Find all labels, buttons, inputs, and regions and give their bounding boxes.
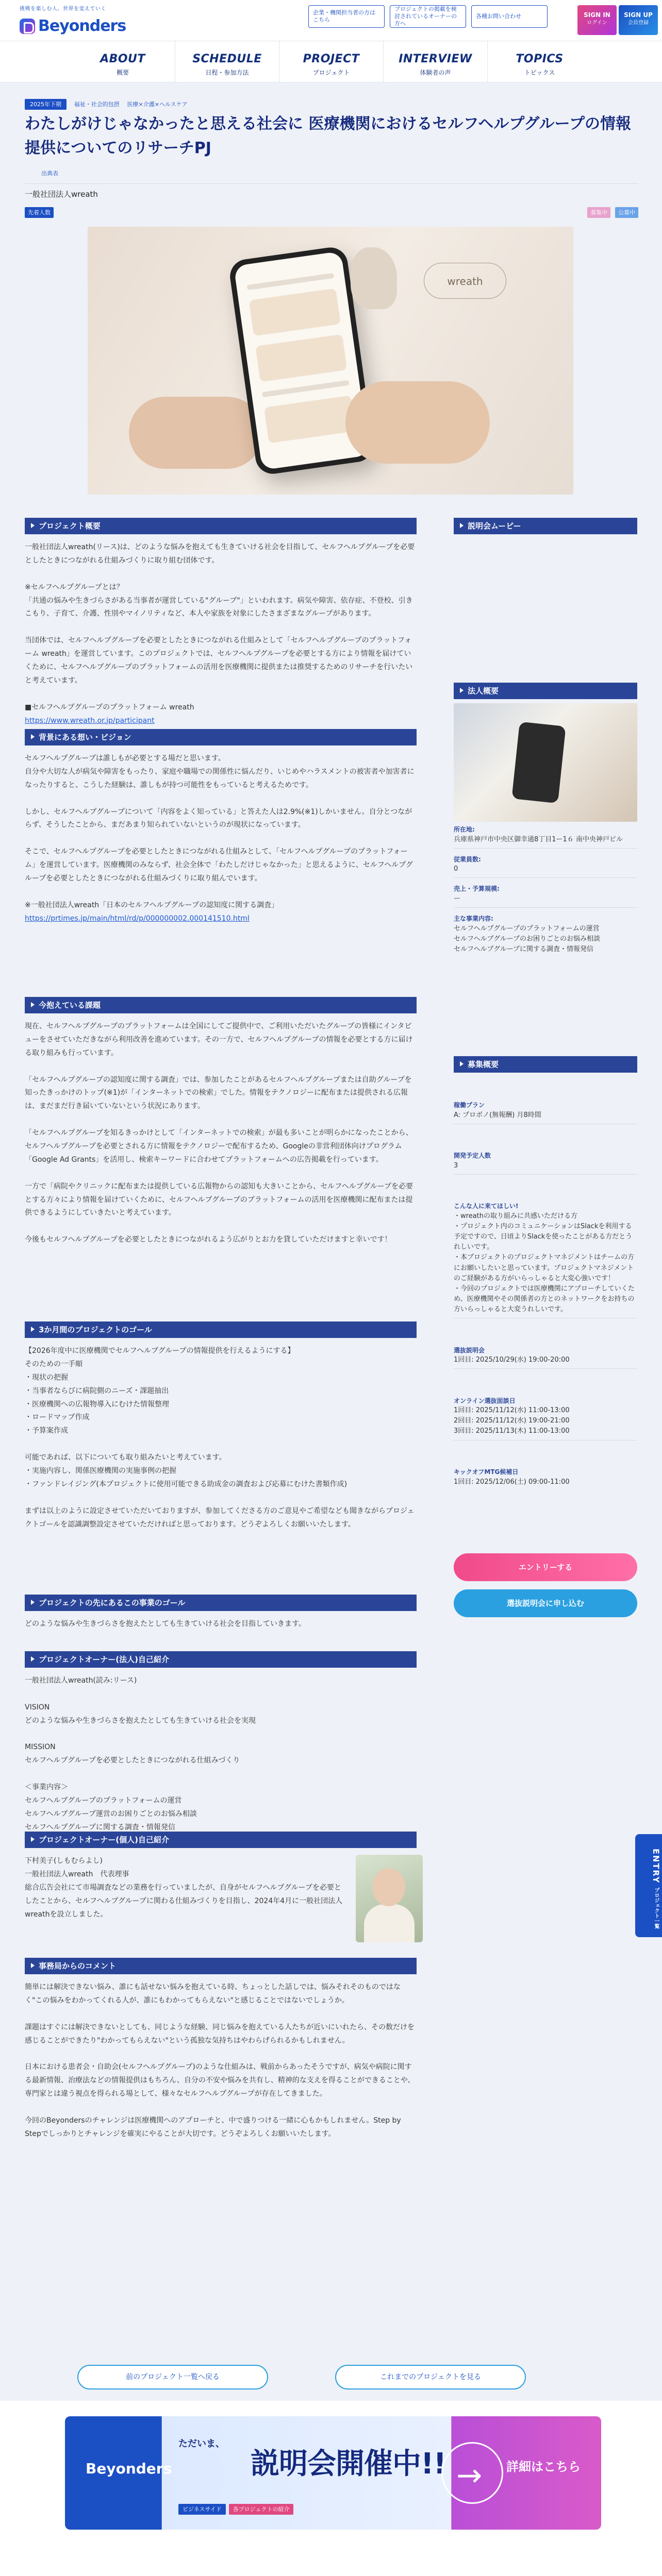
section-header-goal: 3か月間のプロジェクトのゴール — [25, 1321, 417, 1338]
corp-value: 兵庫県神戸市中央区御幸通8丁目1ー1６ 南中央神戸ビル — [454, 835, 623, 843]
corp-value: セルフヘルプグループのプラットフォームの運営 セルフヘルプグループのお困りごとのお悩み相談 セルフヘルプグループに関する調査・情報発信 — [454, 924, 601, 954]
corp-item — [454, 822, 637, 852]
nav-ja: 日程・参加方法 — [205, 69, 249, 77]
recruit-label: オンライン選抜面談日 — [454, 1397, 516, 1404]
recruit-label: こんな人に来てほしい! — [454, 1202, 519, 1210]
nav-item-topics[interactable] — [487, 41, 591, 82]
corporate-link[interactable]: 企業・機関担当者の方はこちら — [308, 5, 385, 28]
section-header-after: プロジェクトの先にあるこの事業のゴール — [25, 1595, 417, 1611]
corp-panel — [454, 703, 637, 958]
logo-text: Beyonders — [38, 16, 126, 35]
side-entry-tab[interactable] — [635, 1834, 662, 1937]
corp-value: 0 — [454, 865, 458, 873]
signin-button[interactable] — [577, 5, 617, 35]
hand-shape — [345, 381, 490, 464]
site-header — [0, 0, 662, 41]
corp-label: 所在地: — [454, 826, 475, 833]
overview-body — [25, 541, 417, 725]
signin-label: SIGN IN — [584, 11, 610, 19]
status-chips — [25, 206, 638, 222]
recruit-label: 稼働プラン — [454, 1101, 485, 1109]
arrow-right-icon — [441, 2442, 503, 2504]
project-tags — [25, 98, 188, 110]
overview-text: 一般社団法人wreath(リース)は、どのような悩みを抱えても生きていける社会を目指して、セルフヘルプグループを必要としたときにつながれる仕組みづくりに取り組む団体です。 ※セルフヘルプグループとは？ 「共通の悩みや生きづらさがある当事者が運営している"グループ"」といわれます。病気や障害、依存症、不登校、引きこもり、子育て、介護、性別やマイノリティなど、本人や家族を対象にしたさまざまなグループがあります。 当団体では、セルフヘルプグループを必要としたときにつながれる仕組みとして「セルフヘルプグループのプラットフォーム wreath」を運営しています。このプロジェクトでは、セルフヘルプグループを必要とする方により情報を届けていくために、セルフヘルプグループのプラットフォームの活用を医療機関に提供または推奨するためのリサーチを行いたいと考えています。 ■セルフヘルプグループのプラットフォーム wreath — [25, 543, 415, 711]
site-logo[interactable] — [20, 5, 138, 38]
owner-person-body: 下村美子(しもむらよし) 一般社団法人wreath 代表理事 総合広告会社にて市場調査などの業務を行っていましたが、自身がセルフヘルプグループを必要としたことから、セルフヘルプグループに関わる仕組みづくりを目指し、2024年4月に一般社団法人wreathを設立しました。 — [25, 1857, 343, 1919]
section-header-video: 説明会ムービー — [454, 518, 637, 534]
section-header-overview: プロジェクト概要 — [25, 518, 417, 534]
banner-headline: 説明会開催中!! — [251, 2447, 446, 2481]
contact-link[interactable]: 各種お問い合わせ — [471, 5, 548, 28]
corp-item — [454, 852, 637, 882]
banner-cta: 詳細はこちら — [506, 2460, 581, 2474]
theme-tag-2: 医療×介護×ヘルスケア — [127, 101, 188, 108]
entry-tab-sub: プロジェクト一覧 — [653, 1887, 659, 1929]
corp-label: 主な事業内容: — [454, 915, 493, 923]
nav-en: TOPICS — [516, 53, 564, 65]
divider — [25, 183, 638, 184]
recruit-panel — [454, 1077, 637, 1511]
after-body: どのような悩みや生きづらさを抱えたとしても生きていける社会を目指していきます。 — [25, 1620, 306, 1628]
nav-ja: 体験者の声 — [420, 69, 451, 77]
recruit-item — [454, 1393, 637, 1444]
briefing-button[interactable]: 選抜説明会に申し込む — [454, 1589, 637, 1617]
vision-body — [25, 752, 417, 969]
banner-logo: Beyonders — [86, 2460, 172, 2477]
hand-shape — [129, 397, 263, 469]
vision-link[interactable]: https://prtimes.jp/main/html/rd/p/000000002.000141510.html — [25, 914, 250, 923]
recruit-item — [454, 1464, 637, 1490]
overview-link[interactable]: https://www.wreath.or.jp/participant — [25, 716, 155, 725]
nav-item-interview[interactable] — [383, 41, 487, 82]
section-header-recruit: 募集概要 — [454, 1056, 637, 1073]
signin-sub: ログイン — [587, 20, 607, 26]
briefing-banner[interactable] — [65, 2416, 601, 2530]
signup-sub: 会員登録 — [628, 20, 649, 26]
entry-tab-label: ENTRY — [651, 1849, 661, 1884]
corp-image — [454, 703, 637, 822]
squirrel-figurine — [351, 247, 397, 309]
hero-image — [88, 227, 573, 495]
banner-pre: ただいま、 — [178, 2438, 225, 2449]
nav-item-schedule[interactable] — [175, 41, 279, 82]
recruit-label: 選抜説明会 — [454, 1346, 485, 1354]
nav-item-project[interactable] — [279, 41, 383, 82]
corp-label: 売上・予算規模: — [454, 885, 500, 893]
vision-text: セルフヘルプグループは誰しもが必要とする場だと思います。 自分や大切な人が病気や障害をもったり、家庭や職場での関係性に悩んだり、いじめやハラスメントの被害者や加害者になったりすると、こうした経験は、誰しもが持つ可能性をもっていると考えるためです。 しかし、セルフヘルプグループについて「内容をよく知っている」と答えた人は2.9%(※1)しかいません。自分とつながらず、そうしたことから、まだあまり知られていないというのが現状になっています。 そこで、セルフヘルプグループを必要としたときにつながれる仕組みとして、「セルフヘルプグループのプラットフォーム」を運営しています。医療機関のみならず、社会全体で「わたしだけじゃなかった」と思えるように、セルフヘルプグループを必要としたときにつながれる仕組みづくりに取り組んでいます。 ※一般社団法人wreath「日本のセルフヘルプグループの認知度に関する調査」 — [25, 754, 415, 909]
nav-ja: プロジェクト — [312, 69, 350, 77]
owner-avatar — [356, 1855, 423, 1942]
section-header-owner-person: プロジェクトオーナー(個人)自己紹介 — [25, 1832, 417, 1848]
nav-ja: 概要 — [116, 69, 129, 77]
recruit-item — [454, 1343, 637, 1372]
recruit-item — [454, 1198, 637, 1321]
banner-tags — [178, 2504, 296, 2515]
recruit-label: 開発予定人数 — [454, 1152, 491, 1160]
owner-link[interactable]: プロジェクトの掲載を検討されているオーナーの方へ — [390, 5, 466, 28]
recruit-value: 3 — [454, 1161, 458, 1170]
owner-org-name: 一般社団法人wreath — [25, 190, 98, 199]
signup-button[interactable] — [619, 5, 658, 35]
signup-label: SIGN UP — [624, 11, 653, 19]
recruit-value: 1回目: 2025/11/12(水) 11:00-13:00 2回目: 2025/11/12(水) 19:00-21:00 3回目: 2025/11/13(木) 11:00-13:00 — [454, 1406, 570, 1435]
corp-label: 従業員数: — [454, 855, 481, 863]
section-header-office: 事務局からのコメント — [25, 1958, 417, 1974]
prev-projects-button[interactable]: 前のプロジェクト一覧へ戻る — [77, 2365, 268, 2389]
recruit-value: 1回目: 2025/10/29(水) 19:00-20:00 — [454, 1356, 570, 1364]
theme-tag: 福祉・社会的包摂 — [74, 101, 120, 108]
owner-org-body: 一般社団法人wreath(読み:リース) VISION どのような悩みや生きづらさを抱えたとしても生きていける社会を実現 MISSION セルフヘルプグループを必要としたときにつながれる仕組みづくり ＜事業内容＞ セルフヘルプグループのプラットフォームの運営 セルフヘルプグループ運営のお困りごとのお悩み相談 セルフヘルプグループに関する調査・情報発信 — [25, 1676, 256, 1832]
recruit-label: キックオフMTG候補日 — [454, 1468, 519, 1476]
corp-item — [454, 911, 637, 958]
section-header-owner-org: プロジェクトオーナー(法人)自己紹介 — [25, 1651, 417, 1668]
recruit-item — [454, 1097, 637, 1127]
section-header-vision: 背景にある想い・ビジョン — [25, 729, 417, 745]
logo-tagline: 挑戦を楽しむ人、世界を変えていく — [20, 6, 106, 12]
section-header-corp: 法人概要 — [454, 683, 637, 699]
challenge-body: 現在、セルフヘルプグループのプラットフォームは全国にしてご提供中で、ご利用いただいたグループの皆様にインタビューをさせていただきながら利用改善を進めています。その一方で、セルフヘルプグループの情報を必要とする方に届ける取り組みも行っています。 「セルフヘルプグループの認知度に関する調査」では、参加したことがあるセルフヘルプグループまたは自助グループを知ったきっかけのトップ(※1)が「インターネットでの検索」でした。情報をテクノロジーに配布または提供される広報は、まだまだ行き届いていないという状況にあります。 「セルフヘルプグループを知るきっかけとして「インターネットでの検索」が最も多いことが明らかになったことから、セルフヘルプグループを必要とされる方に情報をテクノロジーで配布するため、Googleの非営利団体向けプログラム「Google Ad Grants」を活用し、検索キーワードに合わせてプラットフォームへの広告掲載を行っています。 一方で「病院やクリニックに配布または提供している広報物からの認知も大きいことから、セルフヘルプグループを必要とする方々により情報を届けていくために、セルフヘルプグループのプラットフォームの活用を医療機関に配布または提供できるようにしていきたいと考えています。 今後もセルフヘルプグループを必要としたときにつながれるよう広がりとお力を貸していただけますと幸いです！ — [25, 1022, 413, 1244]
corp-value: ー — [454, 895, 461, 903]
year-tag: 2025年下期 — [25, 99, 67, 110]
project-detail — [0, 82, 662, 2401]
past-projects-button[interactable]: これまでのプロジェクトを見る — [335, 2365, 526, 2389]
recruit-value: ・wreathの取り組みに共感いただける方 ・プロジェクト内のコミュニケーションはSlackを利用する予定ですので、日頃よりSlackを使ったことがある方だとうれしいです。 ・本プロジェクトのプロジェクトマネジメントはチームの方にお願いしたいと思っています。プロジェクトマネジメントのご経験がある方がいらっしゃると大変心強いです！ ・今回のプロジェクトでは医療機関にアプローチしていくため、医療機関やその関係者の方とのネットワークをお持ちの方いらっしゃると大変うれしいです。 — [454, 1212, 635, 1314]
nav-en: PROJECT — [303, 53, 360, 65]
goal-body: 【2026年度中に医療機関でセルフヘルプグループの情報提供を行えるようにする】 そのための一手順 ・現状の把握 ・当事者ならびに病院側のニーズ・課題抽出 ・医療機関への広報物導入にむけた情報整理 ・ロードマップ作成 ・予算案作成 可能であれば、以下についても取り組みたいと考えています。 ・実施内容し、関係医療機関の実施事例の把握 ・ファンドレイジング(本プロジェクトに使用可能できる助成金の調査および応募にむけた書類作成) まずは以上のように設定させていただいておりますが、参加してくださる方のご意見やご希望なども聞きながらプロジェクトゴールを認識調整設定させていただければと思っております。どうぞよろしくお願いいたします。 — [25, 1347, 415, 1529]
nav-item-about[interactable] — [71, 41, 175, 82]
section-header-challenge: 今抱えている課題 — [25, 997, 417, 1013]
entry-button[interactable]: エントリーする — [454, 1553, 637, 1581]
chip-recruiting: 募集中 — [587, 207, 610, 218]
nav-en: INTERVIEW — [399, 53, 472, 65]
corp-item — [454, 881, 637, 911]
recruit-item — [454, 1148, 637, 1178]
nav-en: ABOUT — [100, 53, 145, 65]
wreath-logo: wreath — [424, 263, 506, 299]
banner-tag: 各プロジェクトの紹介 — [229, 2504, 294, 2515]
owner-chip: 出典表 — [41, 170, 58, 177]
recruit-value: A: プロボノ(無報酬) 月8時間 — [454, 1111, 541, 1119]
project-title: わたしがけじゃなかったと思える社会に 医療機関におけるセルフヘルプグループの情報提供についてのリサーチPJ — [25, 115, 631, 157]
global-nav — [0, 41, 662, 82]
chip-capacity: 先着人数 — [25, 207, 54, 218]
chip-open: 公募中 — [615, 207, 638, 218]
nav-ja: トピックス — [524, 69, 555, 77]
office-body: 簡単には解決できない悩み、誰にも話せない悩みを抱えている時、ちょっとした話しでは、悩みそれそのものではなく"この悩みをわかってくれる人が、誰にもわかってもらえない"と感じることではないでしょうか。 課題はすぐには解決できないとしても、同じような経験、同じ悩みを抱えている人たちが近いにいれたら、その数だけを感じることができたり"わかってもらえない"という孤独な気持ちはやわらげられるかもしれません。 日本における患者会・自助会(セルフヘルプグループ)のような仕組みは、戦前からあったそうですが、病気や病院に関する最新情報、治療法などの情報提供はもちろん、自分の不安や悩みを共有し、精神的な支えを得ることができることや、専門家とは違う視点を得られる場として、様々なセルフヘルプグループが存在してきました。 今回のBeyondersのチャレンジは医療機関へのアプローチと、中で盛りつける一緒に心もかもしれません。Step by Stepでしっかりとチャレンジを確実にやることが大切です。どうぞよろしくお願いいたします。 — [25, 1983, 415, 2138]
banner-tag: ビジネスサイド — [178, 2504, 226, 2515]
nav-en: SCHEDULE — [192, 53, 262, 65]
recruit-value: 1回目: 2025/12/06(土) 09:00-11:00 — [454, 1478, 570, 1486]
beyonders-logo-icon — [20, 19, 35, 34]
